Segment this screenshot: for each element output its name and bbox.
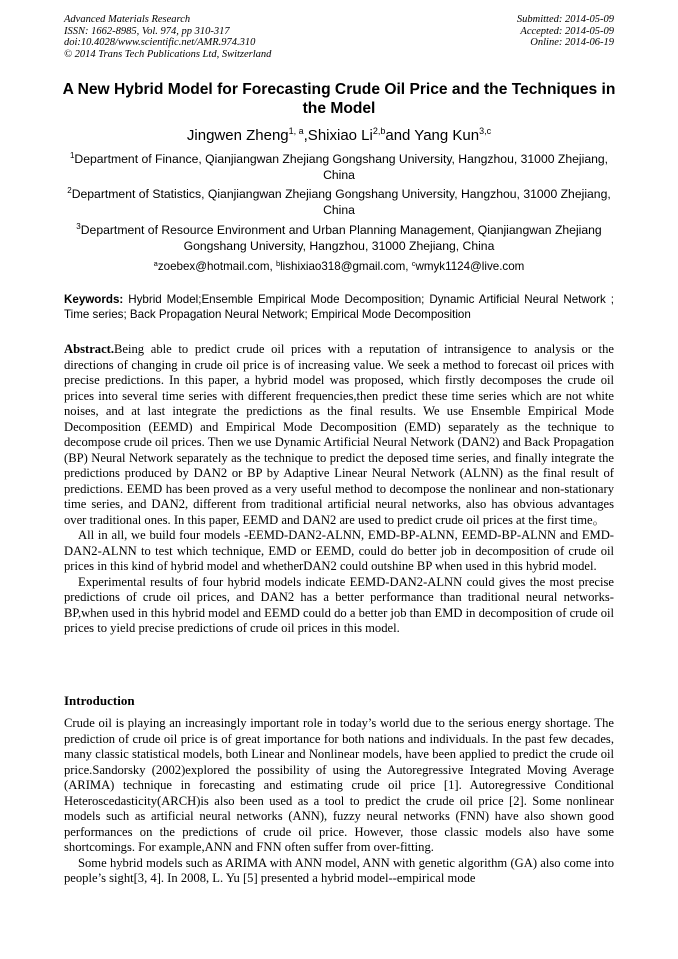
affiliation-1 bbox=[60, 148, 618, 183]
author-name: and Yang Kun bbox=[385, 127, 480, 144]
accepted-date: Accepted: 2014-05-09 bbox=[520, 25, 614, 37]
abstract-paragraph: All in all, we build four models -EEMD-DAN2-ALNN, EMD-BP-ALNN, EEMD-BP-ALNN and EMD-DAN2-ALNN to test which technique, EMD or EEMD, could do better job in decomposition of crude oil prices in this kind of hybrid model and whetherDAN2 could outshine BP when used in this hybrid model. bbox=[64, 528, 614, 573]
affiliation-sup: 3 bbox=[76, 222, 81, 231]
email-sup: b bbox=[275, 259, 281, 268]
email-address: wmyk1124@live.com bbox=[415, 260, 525, 273]
intro-paragraph: Some hybrid models such as ARIMA with ANN model, ANN with genetic algorithm (GA) also come into people’s sight[3, 4]. In 2008, L. Yu [5] presented a hybrid model--empirical mode bbox=[64, 855, 614, 885]
email-sup: c bbox=[411, 259, 416, 268]
keywords bbox=[64, 292, 614, 322]
publication-dates bbox=[517, 14, 614, 49]
affiliation-sup: 1 bbox=[69, 151, 75, 160]
author-sup: 2,b bbox=[372, 126, 386, 136]
abstract-paragraph: Experimental results of four hybrid models indicate EEMD-DAN2-ALNN could gives the most precise predictions of crude oil prices, and DAN2 has a better performance than traditional neural networks-BP,when used in this hybrid model and EEMD could do a better job than EMD in decomposition of crude oil prices to yield precise predictions of crude oil prices in this model. bbox=[64, 574, 614, 635]
intro-paragraph: Crude oil is playing an increasingly important role in today’s world due to the serious energy shortage. The prediction of crude oil price is of great importance for both nations and individuals. In the past few decades, many classic statistical models, both Linear and Nonlinear models, have been applied to predict the crude oil price.Sandorsky (2002)explored the possibility of using the Autoregressive Integrated Moving Average (ARIMA) technique in forecasting and estimating crude oil price [1]. Autoregressive Conditional Heteroscedasticity(ARCH)is also been used as a tool to predict the crude oil price [2]. Some nonlinear models such as artificial neural networks (ANN), fuzzy neural networks (FNN) have also shown good performances on the predictions of crude oil price. However, those classic models also have some shortcomings. For example,ANN and FNN often suffer from over-fitting. bbox=[64, 716, 614, 854]
keywords-text: Hybrid Model;Ensemble Empirical Mode Decomposition; Dynamic Artificial Neural Network ; Time series; Back Propagation Neural Network; Empirical Mode Decomposition bbox=[64, 293, 614, 321]
email-sup: a bbox=[153, 259, 158, 268]
affiliation-text: Department of Statistics, Qianjiangwan Zhejiang Gongshang University, Hangzhou, 31000 Zhejiang, China bbox=[71, 187, 611, 217]
email-list bbox=[60, 256, 618, 274]
introduction bbox=[64, 716, 614, 887]
doi: doi:10.4028/www.scientific.net/AMR.974.310 bbox=[64, 37, 256, 49]
affiliation-text: Department of Finance, Qianjiangwan Zhejiang Gongshang University, Hangzhou, 31000 Zhejiang, China bbox=[74, 152, 609, 182]
submitted-date: Submitted: 2014-05-09 bbox=[516, 14, 614, 25]
online-date: Online: 2014-06-19 bbox=[530, 37, 614, 49]
section-heading: Introduction bbox=[64, 693, 135, 708]
affiliation-2 bbox=[60, 183, 618, 218]
author-name: ,Shixiao Li bbox=[303, 127, 373, 144]
author-sup: 3,c bbox=[479, 126, 492, 136]
paper-title: A New Hybrid Model for Forecasting Crude Oil Price and the Techniques in the Model bbox=[62, 81, 616, 117]
copyright: © 2014 Trans Tech Publications Ltd, Switzerland bbox=[64, 48, 272, 60]
author-sup: 1, a bbox=[288, 126, 304, 136]
abstract bbox=[64, 342, 614, 637]
affiliation-3 bbox=[60, 219, 618, 254]
abstract-text: Being able to predict crude oil prices with a reputation of intransigence to analysis or the directions of changing in crude oil price is of increasing value. We seek a method to forecast oil prices with precise predictions. In this paper, a hybrid model was proposed, which firstly decomposes the crude oil prices into several time series with different frequencies,then predict these time series which are not white noises, and at last integrate the predictions as the final results. We use Ensemble Empirical Mode Decomposition (EEMD) and Empirical Mode Decomposition (EMD) separately as the technique to decompose crude oil prices. Then we use Dynamic Artificial Neural Network (DAN2) and Back Propagation (BP) Neural Network separately as the technique to predict the deposed time series, and finally integrate the predictions produced by DAN2 or BP by Adaptive Linear Neural Network (ALNN) as the final result of predictions. EEMD has been proved as a very useful method to decompose the nonlinear and non-stationary time series, and DAN2, different from traditional artificial neural networks, also has obvious advantages over traditional ones. In this paper, EEMD and DAN2 are used to predict crude oil prices at the first time。 bbox=[64, 342, 614, 527]
abstract-paragraph bbox=[64, 342, 614, 528]
issn: ISSN: 1662-8985, Vol. 974, pp 310-317 bbox=[64, 25, 230, 37]
journal-name: Advanced Materials Research bbox=[64, 14, 191, 25]
abstract-label: Abstract. bbox=[64, 342, 115, 356]
email-address: lishixiao318@gmail.com, bbox=[280, 260, 412, 273]
author-list bbox=[60, 122, 618, 145]
keywords-label: Keywords: bbox=[64, 293, 124, 306]
journal-info bbox=[64, 14, 271, 60]
email-address: zoebex@hotmail.com, bbox=[157, 260, 276, 273]
affiliation-text: Department of Resource Environment and Urban Planning Management, Qianjiangwan Zhejiang Gongshang University, Hangzhou, 31000 Zhejiang, China bbox=[80, 223, 602, 253]
affiliation-sup: 2 bbox=[67, 186, 72, 195]
author-name: Jingwen Zheng bbox=[186, 127, 289, 144]
